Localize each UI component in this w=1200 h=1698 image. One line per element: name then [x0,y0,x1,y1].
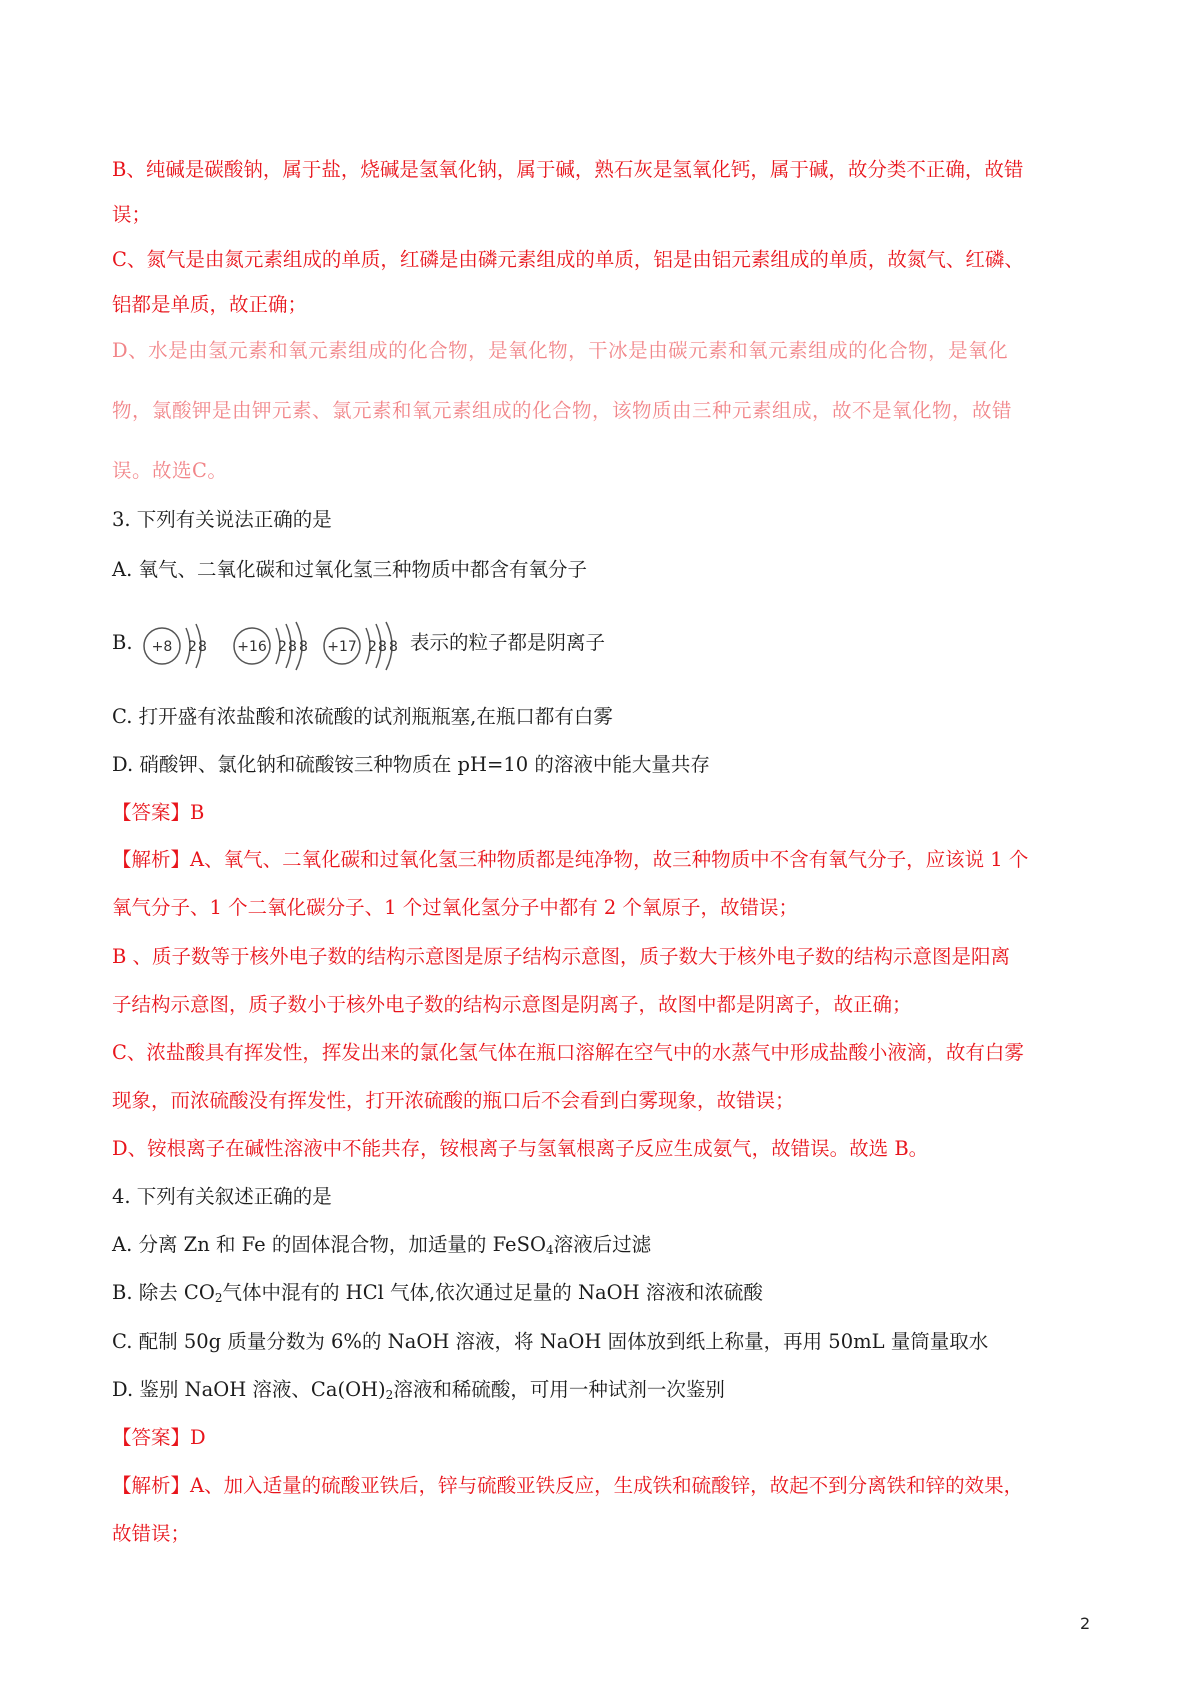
atomic-structure-diagram [140,618,410,674]
question-3-option-d: D. 硝酸钾、氯化钠和硫酸铵三种物质在 pH=10 的溶液中能大量共存 [112,753,710,776]
explanation-line-d: D、水是由氢元素和氧元素组成的化合物，是氧化物，干冰是由碳元素和氧元素组成的化合物，是氧化 [112,339,1009,362]
explanation-line-b: B、纯碱是碳酸钠，属于盐，烧碱是氢氧化钠，属于碱，熟石灰是氢氧化钙，属于碱，故分类不正确，故错 [112,158,1024,181]
option-d-text-1: D. 鉴别 NaOH 溶液、Ca(OH) [112,1378,386,1401]
question-3-explanation-5: C、浓盐酸具有挥发性，挥发出来的氯化氢气体在瓶口溶解在空气中的水蒸气中形成盐酸小液滴，故有白雾 [112,1041,1024,1064]
explanation-line-d-cont: 物，氯酸钾是由钾元素、氯元素和氧元素组成的化合物，该物质由三种元素组成，故不是氧化物，故错 [112,399,1013,422]
question-3-option-b-text: 表示的粒子都是阴离子 [410,631,606,654]
question-3-option-c: C. 打开盛有浓盐酸和浓硫酸的试剂瓶瓶塞,在瓶口都有白雾 [112,705,613,728]
question-3-explanation-1: 【解析】A、氧气、二氧化碳和过氧化氢三种物质都是纯净物，故三种物质中不含有氧气分子，应该说 1 个 [112,848,1029,871]
explanation-line-c: C、氮气是由氮元素组成的单质，红磷是由磷元素组成的单质，铝是由铝元素组成的单质，故氮气、红磷、 [112,248,1024,271]
shell-1-2: 8 [198,639,207,655]
nucleus-charge-1: +8 [151,639,173,655]
question-4-explanation-2: 故错误； [112,1522,191,1545]
question-4-option-b [112,1278,1102,1313]
question-4-explanation-1: 【解析】A、加入适量的硫酸亚铁后，锌与硫酸亚铁反应，生成铁和硫酸锌，故起不到分离铁和锌的效果， [112,1474,1024,1497]
question-3-explanation-6: 现象，而浓硫酸没有挥发性，打开浓硫酸的瓶口后不会看到白雾现象，故错误； [112,1089,795,1112]
question-3-option-a: A. 氧气、二氧化碳和过氧化氢三种物质中都含有氧分子 [112,558,587,581]
question-3-stem: 3. 下列有关说法正确的是 [112,508,332,531]
shell-2-2: 8 [288,639,297,655]
option-d-subscript: 2 [385,1388,394,1402]
question-3-explanation-2: 氧气分子、1 个二氧化碳分子、1 个过氧化氢分子中都有 2 个氧原子，故错误； [112,896,799,919]
question-4-stem: 4. 下列有关叙述正确的是 [112,1185,332,1208]
question-4-option-d [112,1375,1102,1410]
question-3-explanation-3: B 、质子数等于核外电子数的结构示意图是原子结构示意图，质子数大于核外电子数的结构示意图是阳离 [112,945,1011,968]
question-3-option-b-label: B. [112,631,133,654]
nucleus-charge-3: +17 [327,639,357,655]
question-3-explanation-7: D、铵根离子在碱性溶液中不能共存，铵根离子与氢氧根离子反应生成氨气，故错误。故选 B。 [112,1137,929,1160]
shell-3-2: 8 [378,639,387,655]
question-3-answer: 【答案】B [112,801,205,824]
explanation-line-b-cont: 误； [112,203,152,226]
option-b-text-2: 气体中混有的 HCl 气体,依次通过足量的 NaOH 溶液和浓硫酸 [222,1281,763,1304]
question-4-answer: 【答案】D [112,1426,206,1449]
shell-3-1: 2 [368,639,377,655]
nucleus-charge-2: +16 [237,639,267,655]
option-a-subscript: 4 [545,1243,554,1257]
shell-2-3: 8 [299,639,308,655]
option-a-text-1: A. 分离 Zn 和 Fe 的固体混合物，加适量的 FeSO [112,1233,546,1256]
option-b-text-1: B. 除去 CO [112,1281,215,1304]
shell-2-1: 2 [278,639,287,655]
shell-3-3: 8 [389,639,398,655]
explanation-line-c-cont: 铝都是单质，故正确； [112,293,308,316]
question-4-option-a [112,1230,1102,1265]
question-4-option-c: C. 配制 50g 质量分数为 6%的 NaOH 溶液，将 NaOH 固体放到纸上称量，再用 50mL 量筒量取水 [112,1330,989,1353]
shell-1-1: 2 [188,639,197,655]
page-number: 2 [1080,1614,1091,1633]
question-3-explanation-4: 子结构示意图，质子数小于核外电子数的结构示意图是阴离子，故图中都是阴离子，故正确； [112,993,912,1016]
option-d-text-2: 溶液和稀硫酸，可用一种试剂一次鉴别 [393,1378,725,1401]
explanation-line-d-end: 误。故选C。 [112,459,228,482]
option-b-subscript: 2 [214,1291,223,1305]
option-a-text-2: 溶液后过滤 [553,1233,652,1256]
